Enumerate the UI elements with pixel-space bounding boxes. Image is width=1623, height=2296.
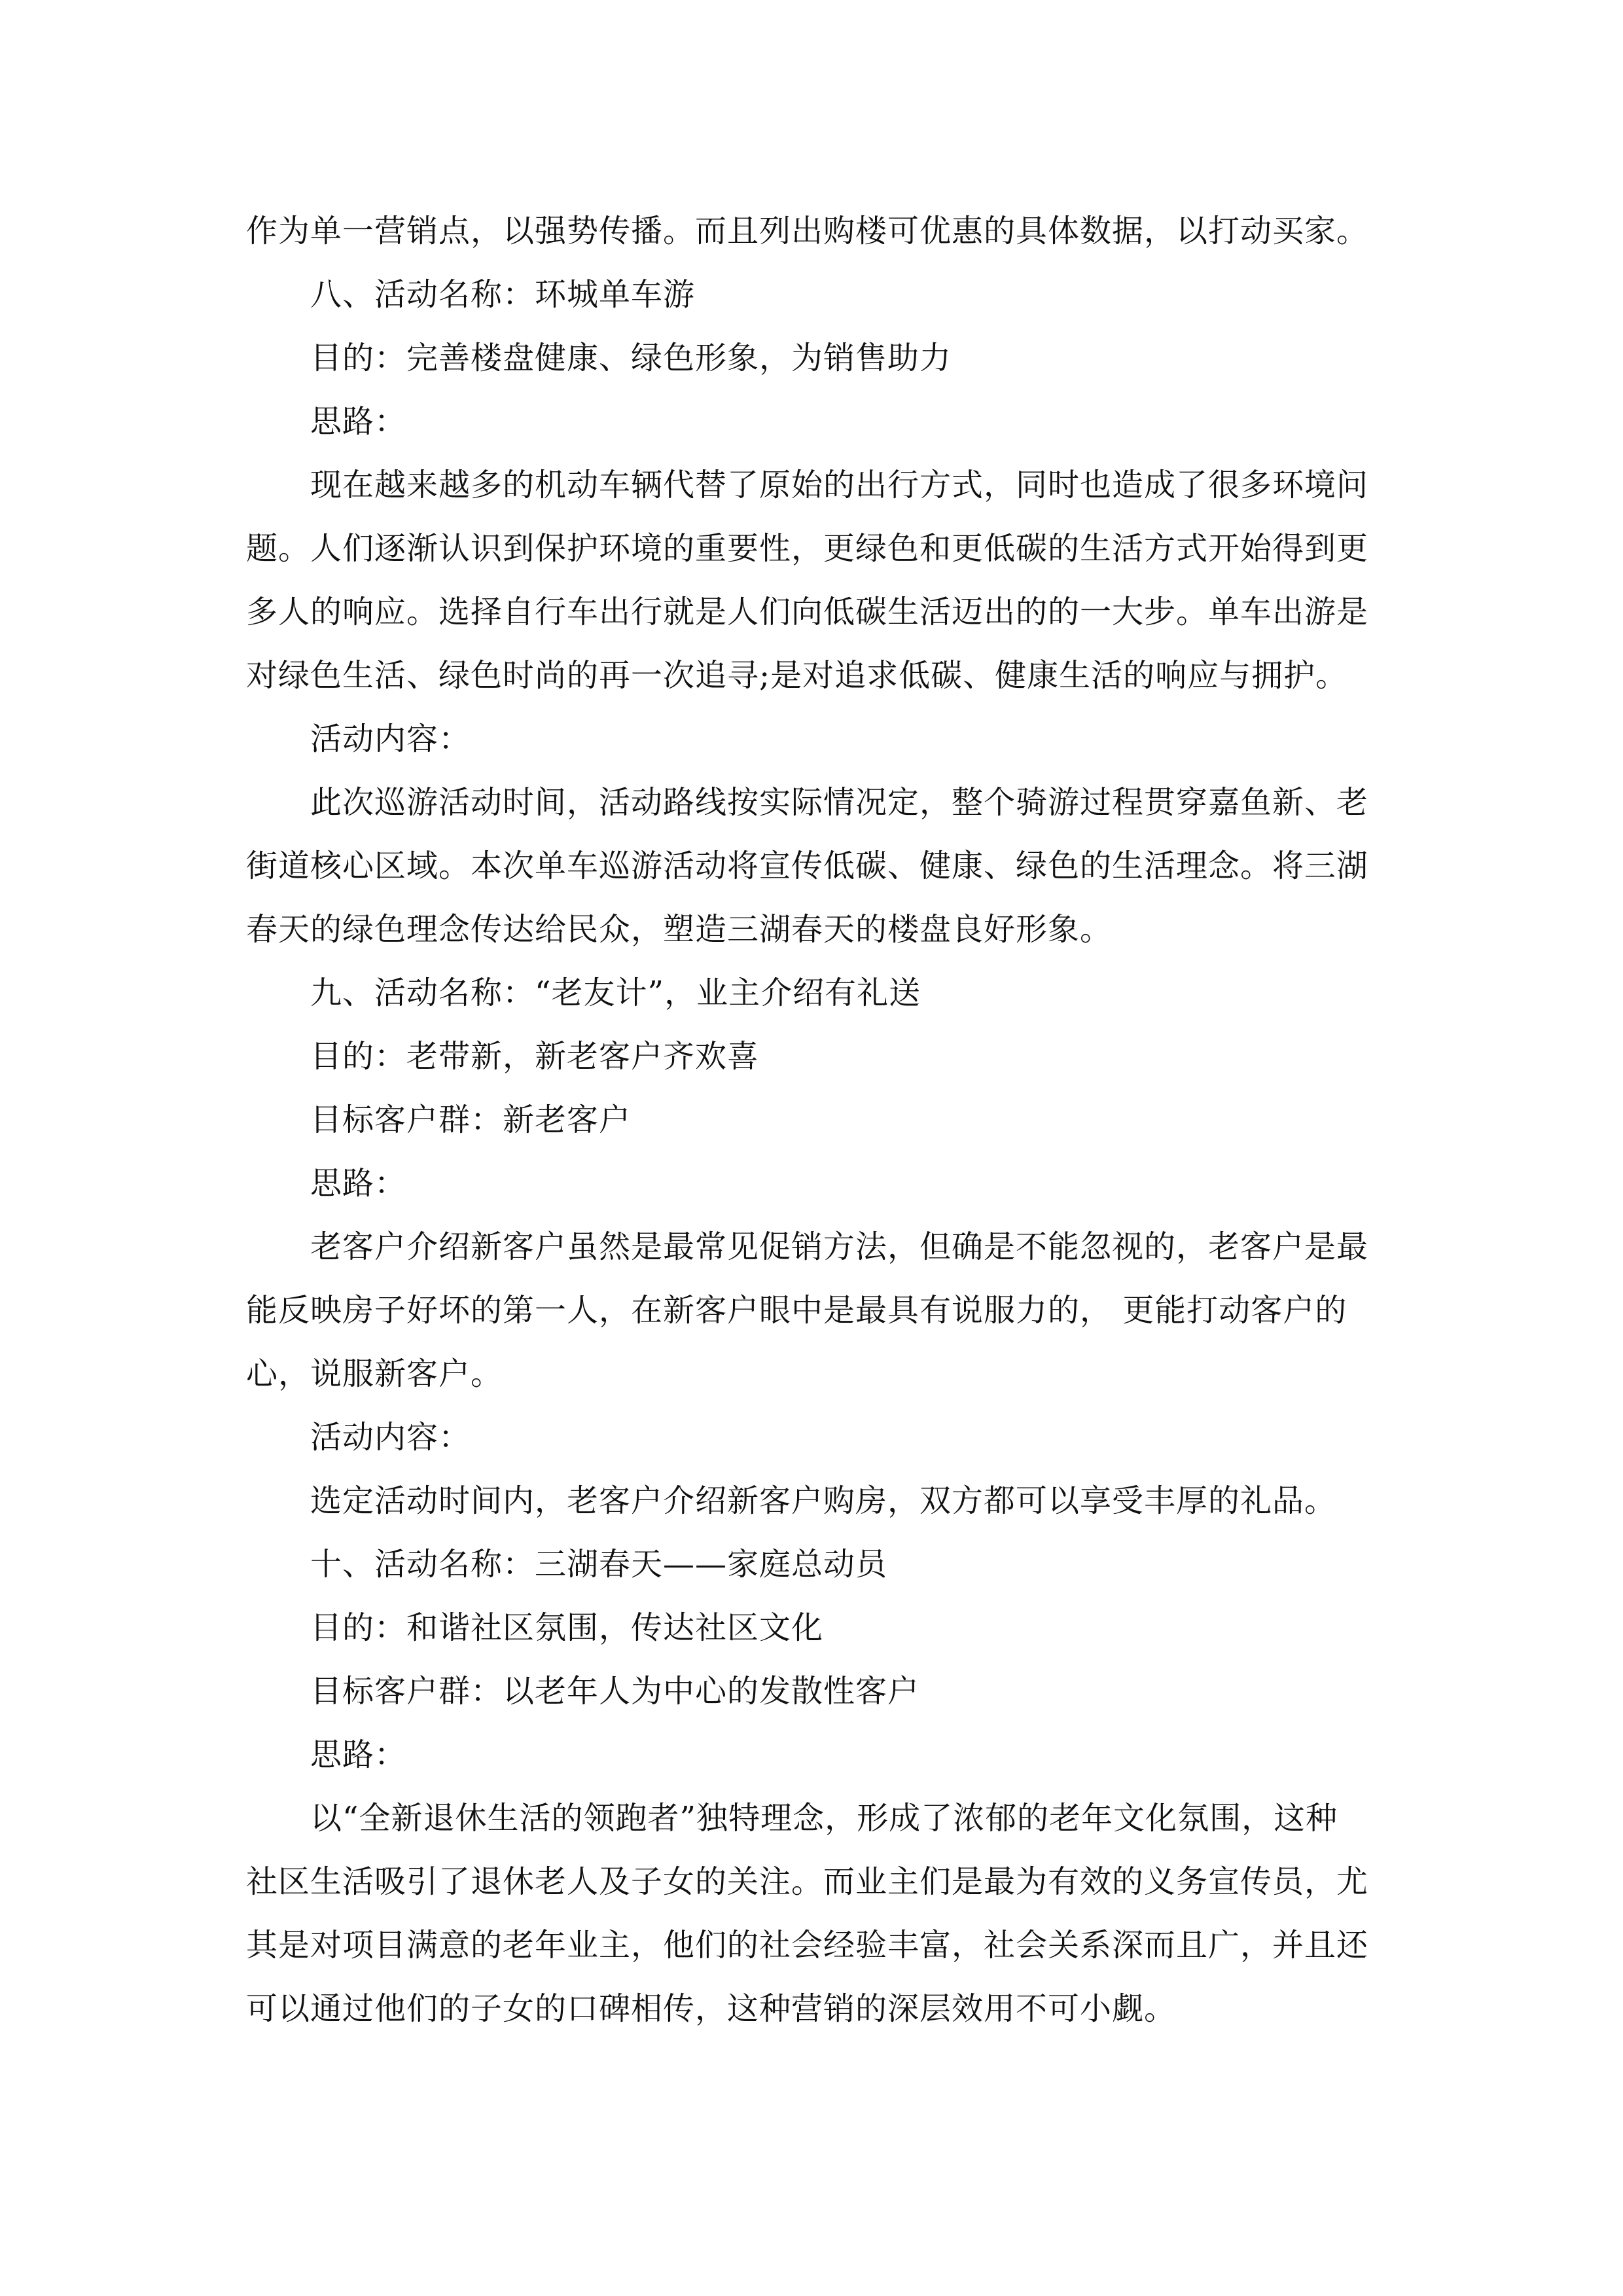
paragraph-line: 心，说服新客户。 [246,1355,503,1392]
purpose-line: 目的：老带新，新老客户齐欢喜 [310,1038,760,1075]
paragraph-line: 街道核心区域。本次单车巡游活动将宣传低碳、健康、绿色的生活理念。将三湖 [246,848,1369,884]
section-heading-8: 八、活动名称：环城单车游 [310,276,696,313]
paragraph-line: 对绿色生活、绿色时尚的再一次追寻;是对追求低碳、健康生活的响应与拥护。 [246,657,1348,694]
section-heading-9: 九、活动名称：“老友计”，业主介绍有礼送 [310,975,921,1011]
activity-content-label: 活动内容： [310,1419,471,1456]
purpose-line: 目的：完善楼盘健康、绿色形象，为销售助力 [310,340,952,376]
activity-content-label: 活动内容： [310,721,471,757]
approach-label: 思路： [310,403,407,440]
purpose-line: 目的：和谐社区氛围，传达社区文化 [310,1609,824,1646]
section-heading-10: 十、活动名称：三湖春天——家庭总动员 [310,1546,888,1583]
paragraph-line: 多人的响应。选择自行车出行就是人们向低碳生活迈出的的一大步。单车出游是 [246,594,1369,630]
target-customers-line: 目标客户群：新老客户 [310,1102,632,1138]
target-customers-line: 目标客户群：以老年人为中心的发散性客户 [310,1673,920,1710]
paragraph-line: 可以通过他们的子女的口碑相传，这种营销的深层效用不可小觑。 [246,1990,1177,2027]
paragraph-line: 老客户介绍新客户虽然是最常见促销方法，但确是不能忽视的，老客户是最 [310,1229,1369,1265]
approach-label: 思路： [310,1165,407,1202]
paragraph-line: 春天的绿色理念传达给民众，塑造三湖春天的楼盘良好形象。 [246,911,1113,948]
paragraph-line: 此次巡游活动时间，活动路线按实际情况定，整个骑游过程贯穿嘉鱼新、老 [310,784,1369,821]
paragraph-line: 题。人们逐渐认识到保护环境的重要性，更绿色和更低碳的生活方式开始得到更 [246,530,1369,567]
paragraph-line: 选定活动时间内，老客户介绍新客户购房，双方都可以享受丰厚的礼品。 [310,1482,1337,1519]
paragraph-line: 其是对项目满意的老年业主，他们的社会经验丰富，社会关系深而且广，并且还 [246,1927,1369,1964]
paragraph-line: 以“全新退休生活的领跑者”独特理念，形成了浓郁的老年文化氛围，这种 [310,1800,1338,1837]
paragraph-line: 社区生活吸引了退休老人及子女的关注。而业主们是最为有效的义务宣传员，尤 [246,1863,1369,1900]
paragraph-line: 能反映房子好坏的第一人，在新客户眼中是最具有说服力的， 更能打动客户的 [246,1292,1347,1329]
paragraph-continuation: 作为单一营销点，以强势传播。而且列出购楼可优惠的具体数据，以打动买家。 [246,213,1369,249]
paragraph-line: 现在越来越多的机动车辆代替了原始的出行方式，同时也造成了很多环境问 [310,467,1369,503]
approach-label: 思路： [310,1736,407,1773]
